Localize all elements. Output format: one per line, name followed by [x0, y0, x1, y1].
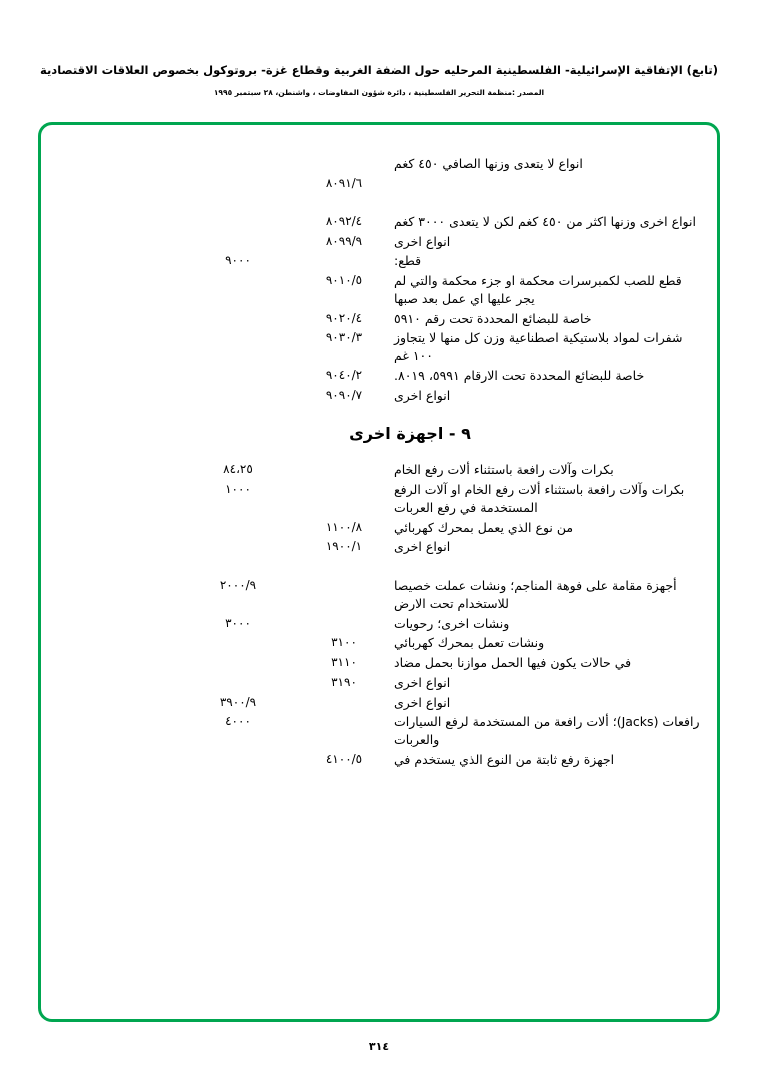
row-description: بكرات وآلات رافعة باستثناء ألات رفع الخام او آلات الرفع المستخدمة في رفع العربات	[394, 482, 685, 515]
row-code-a: ٩٠٤٠/٢	[325, 367, 363, 382]
row-code-a: ١١٠٠/٨	[325, 519, 363, 534]
row-description: انواع اخرى	[394, 387, 451, 403]
row-code-a: ٩٠٩٠/٧	[325, 387, 363, 402]
document-source-line: المصدر :منظمة التحرير الفلسطينية ، دائرة شؤون المفاوضات ، واشنطن، ٢٨ سبتمبر ١٩٩٥	[213, 88, 545, 97]
row-description: انواع اخرى	[394, 233, 451, 249]
table-row	[60, 367, 700, 385]
row-description: قطع للصب لكمبرسرات محكمة او جزء محكمة والتي لم يجر عليها اي عمل بعد صبها	[394, 273, 682, 306]
row-description: شفرات لمواد بلاستيكية اصطناعية وزن كل منها لا يتجاوز ١٠٠ غم	[394, 330, 683, 364]
table-row	[60, 481, 700, 517]
row-code-a: ٨٠٩١/٦	[325, 175, 363, 190]
table-row	[60, 252, 700, 270]
table-row	[60, 519, 700, 537]
table-row	[60, 175, 700, 192]
row-code-a: ٩٠١٠/٥	[325, 273, 363, 288]
row-code-b: ٢٠٠٠/٩	[219, 578, 257, 593]
page-number: ٣١٤	[368, 1040, 390, 1053]
row-code-b: ٤٠٠٠	[225, 714, 251, 729]
row-description: في حالات يكون فيها الحمل موازنا بحمل مضاد	[394, 655, 632, 671]
row-description: قطع:	[394, 253, 422, 269]
row-description: خاصة للبضائع المحددة تحت رقم ٥٩١٠	[394, 310, 592, 326]
tariff-content	[60, 155, 700, 771]
row-description: انواع اخرى وزنها اكثر من ٤٥٠ كغم لكن لا يتعدى ٣٠٠٠ كغم	[394, 213, 696, 229]
table-row	[60, 387, 700, 405]
row-code-a: ٨٠٩٢/٤	[325, 213, 363, 228]
row-spacer	[60, 194, 700, 211]
row-code-a: ٨٠٩٩/٩	[325, 233, 363, 248]
row-description: اجهزة رفع ثابتة من النوع الذي يستخدم في	[394, 751, 615, 767]
row-description: انواع لا يتعدى وزنها الصافي ٤٥٠ كغم	[394, 156, 583, 171]
row-code-b: ٣٩٠٠/٩	[219, 694, 257, 709]
row-description: رافعات (Jacks)؛ ألات رافعة من المستخدمة لرفع السيارات والعربات	[394, 714, 700, 748]
row-code-a: ٤١٠٠/٥	[325, 751, 363, 766]
table-row	[60, 694, 700, 712]
table-row	[60, 654, 700, 672]
row-description: خاصة للبضائع المحددة تحت الارقام ٥٩٩١، ٨٠١٩.	[394, 367, 645, 383]
row-description: أجهزة مقامة على فوهة المناجم؛ ونشات عملت خصيصا للاستخدام تحت الارض	[394, 578, 677, 611]
table-row	[60, 634, 700, 652]
document-title: (تابع) الإتفاقية الإسرائيلية- الفلسطينية المرحليه حول الضفة الغربية وقطاع غزة- بروتوكول بخصوص العلاقات الاقتصادية	[40, 63, 718, 77]
row-description: ونشات تعمل بمحرك كهربائي	[394, 635, 545, 651]
table-row	[60, 674, 700, 692]
row-code-a: ٩٠٣٠/٣	[325, 330, 363, 345]
table-row	[60, 577, 700, 613]
row-description: من نوع الذي يعمل بمحرك كهربائي	[394, 519, 574, 535]
tariff-table-bottom	[60, 461, 700, 768]
table-row	[60, 713, 700, 749]
row-code-b: ٩٠٠٠	[225, 253, 251, 268]
table-row	[60, 538, 700, 556]
row-description: انواع اخرى	[394, 674, 451, 690]
table-row	[60, 751, 700, 769]
row-code-a: ٣١٩٠	[331, 674, 357, 689]
table-row	[60, 329, 700, 365]
row-description: بكرات وآلات رافعة باستثناء ألات رفع الخام	[394, 462, 614, 478]
table-row	[60, 272, 700, 308]
table-row	[60, 461, 700, 479]
table-row	[60, 213, 700, 231]
section-heading: ٩ - اجهزة اخرى	[349, 424, 471, 444]
row-code-a: ١٩٠٠/١	[325, 539, 363, 554]
table-row	[60, 615, 700, 633]
row-spacer	[60, 558, 700, 575]
row-description: انواع اخرى	[394, 694, 451, 710]
table-row	[60, 233, 700, 251]
row-code-a: ٣١١٠	[331, 655, 357, 670]
row-code-b: ١٠٠٠	[225, 482, 251, 497]
row-description: انواع اخرى	[394, 539, 451, 555]
row-code-b: ٣٠٠٠	[225, 615, 251, 630]
row-code-a: ٩٠٢٠/٤	[325, 310, 363, 325]
row-code-b: ٨٤،٢٥	[223, 462, 253, 477]
table-row	[60, 310, 700, 328]
row-code-a: ٣١٠٠	[331, 635, 357, 650]
row-description: ونشات اخرى؛ رحويات	[394, 615, 510, 631]
table-row	[60, 155, 700, 173]
tariff-table-top	[60, 155, 700, 404]
